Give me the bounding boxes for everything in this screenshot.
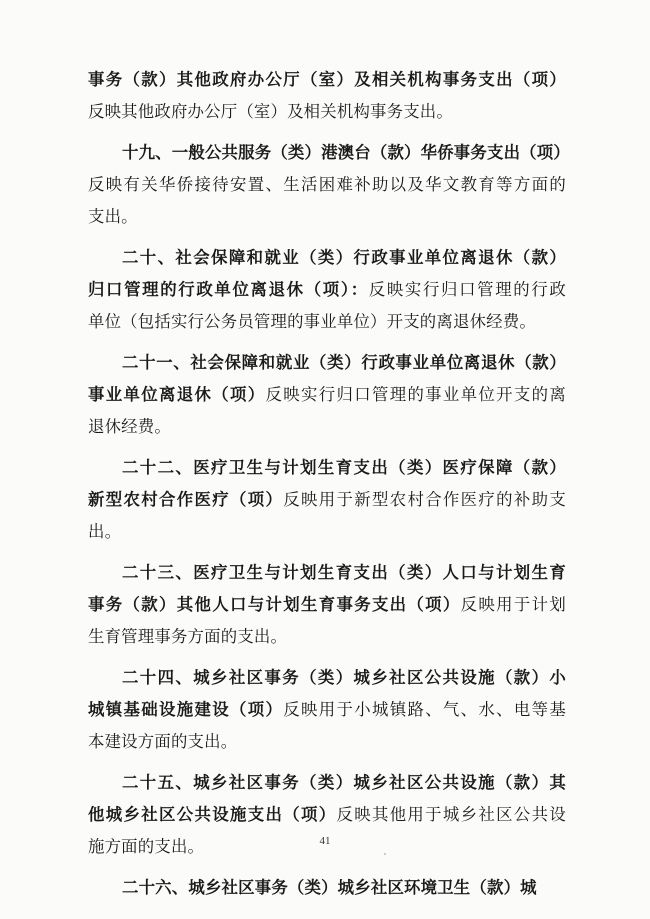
text-line: [88, 662, 566, 694]
body-text: 退休经费。: [88, 417, 171, 436]
bold-heading-text: 二十一、社会保障和就业（类）行政事业单位离退休（款）: [122, 353, 566, 372]
body-text: 反映其他用于城乡社区公共设: [336, 805, 566, 824]
bold-heading-text: 事业单位离退休（项）: [88, 385, 266, 404]
scan-speck: [384, 853, 386, 855]
text-line: [88, 169, 566, 201]
body-text: 反映用于计划: [460, 595, 566, 614]
text-line: [88, 242, 566, 274]
paragraph-gap: [88, 758, 566, 767]
text-line: [88, 201, 566, 233]
bold-heading-text: 城镇基础设施建设（项）: [88, 700, 284, 719]
bold-heading-text: 二十五、城乡社区事务（类）城乡社区公共设施（款）其: [122, 773, 566, 792]
paragraph: [88, 347, 566, 443]
text-line: [88, 726, 566, 758]
text-line: [88, 274, 566, 306]
body-text: 反映有关华侨接待安置、生活困难补助以及华文教育等方面的: [88, 175, 566, 194]
body-text: 反映用于新型农村合作医疗的补助支: [283, 490, 567, 509]
text-line: [88, 379, 566, 411]
paragraph-gap: [88, 548, 566, 557]
paragraph-gap: [88, 863, 566, 872]
body-text: 单位（包括实行公务员管理的事业单位）开支的离退休经费。: [88, 312, 536, 331]
bold-heading-text: 新型农村合作医疗（项）: [88, 490, 284, 509]
bold-heading-text: 二十二、医疗卫生与计划生育支出（类）医疗保障（款）: [122, 458, 566, 477]
text-line: [88, 621, 566, 653]
bold-heading-text: 二十四、城乡社区事务（类）城乡社区公共设施（款）小: [122, 668, 566, 687]
body-text: 反映其他政府办公厅（室）及相关机构事务支出。: [88, 102, 453, 121]
bold-heading-text: 归口管理的行政单位离退休（项）：: [88, 280, 369, 299]
paragraph: [88, 557, 566, 653]
paragraph-gap: [88, 443, 566, 452]
paragraph-gap: [88, 653, 566, 662]
text-line: [88, 64, 566, 96]
bold-heading-text: 二十、社会保障和就业（类）行政事业单位离退休（款）: [122, 248, 566, 267]
text-line: [88, 96, 566, 128]
paragraph: [88, 452, 566, 548]
paragraph-gap: [88, 128, 566, 137]
text-line: [88, 347, 566, 379]
text-line: [88, 516, 566, 548]
text-line: [88, 452, 566, 484]
paragraph-gap: [88, 233, 566, 242]
bold-heading-text: 事务（款）其他政府办公厅（室）及相关机构事务支出（项）: [88, 70, 566, 89]
bold-heading-text: 二十六、城乡社区事务（类）城乡社区环境卫生（款）城: [122, 878, 537, 897]
body-text: 反映实行归口管理的事业单位开支的离: [265, 385, 566, 404]
bold-heading-text: 事务（款）其他人口与计划生育事务支出（项）: [88, 595, 461, 614]
text-line: [88, 557, 566, 589]
page-number: 41: [319, 835, 331, 847]
text-line: [88, 694, 566, 726]
text-line: [88, 137, 570, 169]
bold-heading-text: 十九、一般公共服务（类）港澳台（款）华侨事务支出（项）: [122, 143, 570, 162]
text-line: [88, 767, 566, 799]
body-text: 本建设方面的支出。: [88, 732, 238, 751]
text-line: [88, 484, 566, 516]
body-text: 反映用于小城镇路、气、水、电等基: [283, 700, 567, 719]
paragraph: [88, 872, 566, 904]
paragraph: [88, 242, 566, 338]
paragraph-gap: [88, 338, 566, 347]
body-text: 支出。: [88, 207, 138, 226]
body-text: 生育管理事务方面的支出。: [88, 627, 288, 646]
paragraph: [88, 64, 566, 128]
bold-heading-text: 他城乡社区公共设施支出（项）: [88, 805, 337, 824]
body-text: 施方面的支出。: [88, 837, 205, 856]
document-body: [88, 64, 570, 904]
paragraph: [88, 767, 566, 863]
body-text: 出。: [88, 522, 122, 541]
text-line: [88, 872, 566, 904]
text-line: [88, 411, 566, 443]
paragraph: [88, 662, 566, 758]
body-text: 反映实行归口管理的行政: [368, 280, 567, 299]
text-line: [88, 799, 566, 831]
text-line: [88, 306, 566, 338]
text-line: [88, 589, 566, 621]
bold-heading-text: 二十三、医疗卫生与计划生育支出（类）人口与计划生育: [122, 563, 566, 582]
paragraph: [88, 137, 570, 233]
